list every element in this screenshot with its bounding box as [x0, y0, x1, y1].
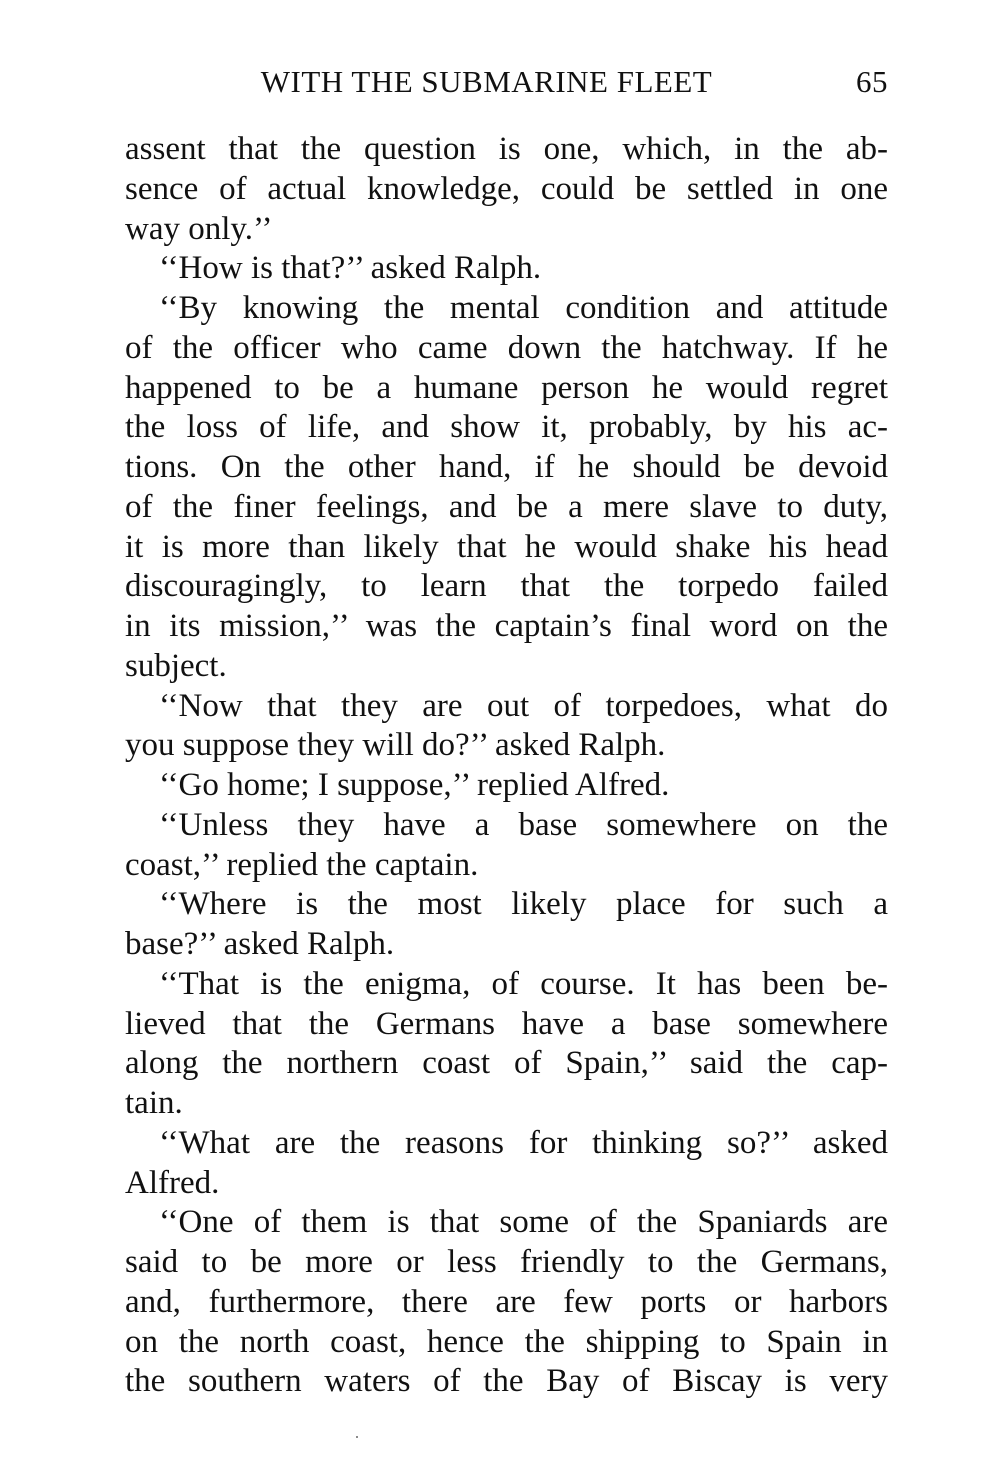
text-line: Alfred. [125, 1164, 220, 1201]
print-speck [356, 1436, 358, 1438]
text-line: way only.’’ [125, 210, 273, 247]
text-line: ‘‘That is the enigma, of course. It has been be- [159, 965, 888, 1002]
text-line: subject. [125, 647, 227, 684]
text-line: it is more than likely that he would shake his head [125, 528, 888, 565]
text-line: ‘‘Go home; I suppose,’’ replied Alfred. [159, 767, 670, 803]
text-line: and, furthermore, there are few ports or harbors [125, 1283, 888, 1320]
text-line: ‘‘Now that they are out of torpedoes, what do [159, 687, 888, 724]
text-line: base?’’ asked Ralph. [125, 926, 395, 962]
running-head [125, 62, 888, 102]
text-line: ‘‘Where is the most likely place for such a [159, 886, 888, 923]
text-line: sence of actual knowledge, could be settled in one [125, 170, 888, 207]
running-title: WITH THE SUBMARINE FLEET [260, 64, 713, 99]
body-text [125, 130, 888, 1402]
text-line: happened to be a humane person he would regret [125, 369, 888, 406]
text-line: lieved that the Germans have a base somewhere [125, 1005, 888, 1042]
text-line: coast,’’ replied the captain. [125, 846, 479, 883]
text-line: tain. [125, 1085, 183, 1121]
text-line: ‘‘How is that?’’ asked Ralph. [159, 250, 542, 287]
text-line: the loss of life, and show it, probably, by his ac- [125, 409, 888, 446]
text-line: assent that the question is one, which, in the ab- [125, 131, 888, 167]
text-line: along the northern coast of Spain,’’ said the cap- [125, 1045, 888, 1082]
text-line: on the north coast, hence the shipping to Spain in [125, 1323, 888, 1360]
text-line: said to be more or less friendly to the Germans, [125, 1244, 888, 1280]
text-line: the southern waters of the Bay of Biscay is very [125, 1363, 888, 1400]
text-line: ‘‘Unless they have a base somewhere on the [159, 806, 888, 843]
text-line: ‘‘What are the reasons for thinking so?’’ asked [159, 1124, 888, 1161]
text-line: in its mission,’’ was the captain’s final word on the [125, 608, 888, 644]
text-line: you suppose they will do?’’ asked Ralph. [125, 727, 666, 764]
text-line: ‘‘One of them is that some of the Spaniards are [159, 1204, 888, 1241]
text-line: of the finer feelings, and be a mere slave to duty, [125, 488, 888, 525]
page-number: 65 [856, 64, 888, 99]
text-line: of the officer who came down the hatchway. If he [125, 329, 888, 366]
text-line: discouragingly, to learn that the torpedo failed [125, 568, 888, 605]
text-line: tions. On the other hand, if he should be devoid [125, 449, 888, 485]
text-line: ‘‘By knowing the mental condition and attitude [159, 290, 888, 326]
